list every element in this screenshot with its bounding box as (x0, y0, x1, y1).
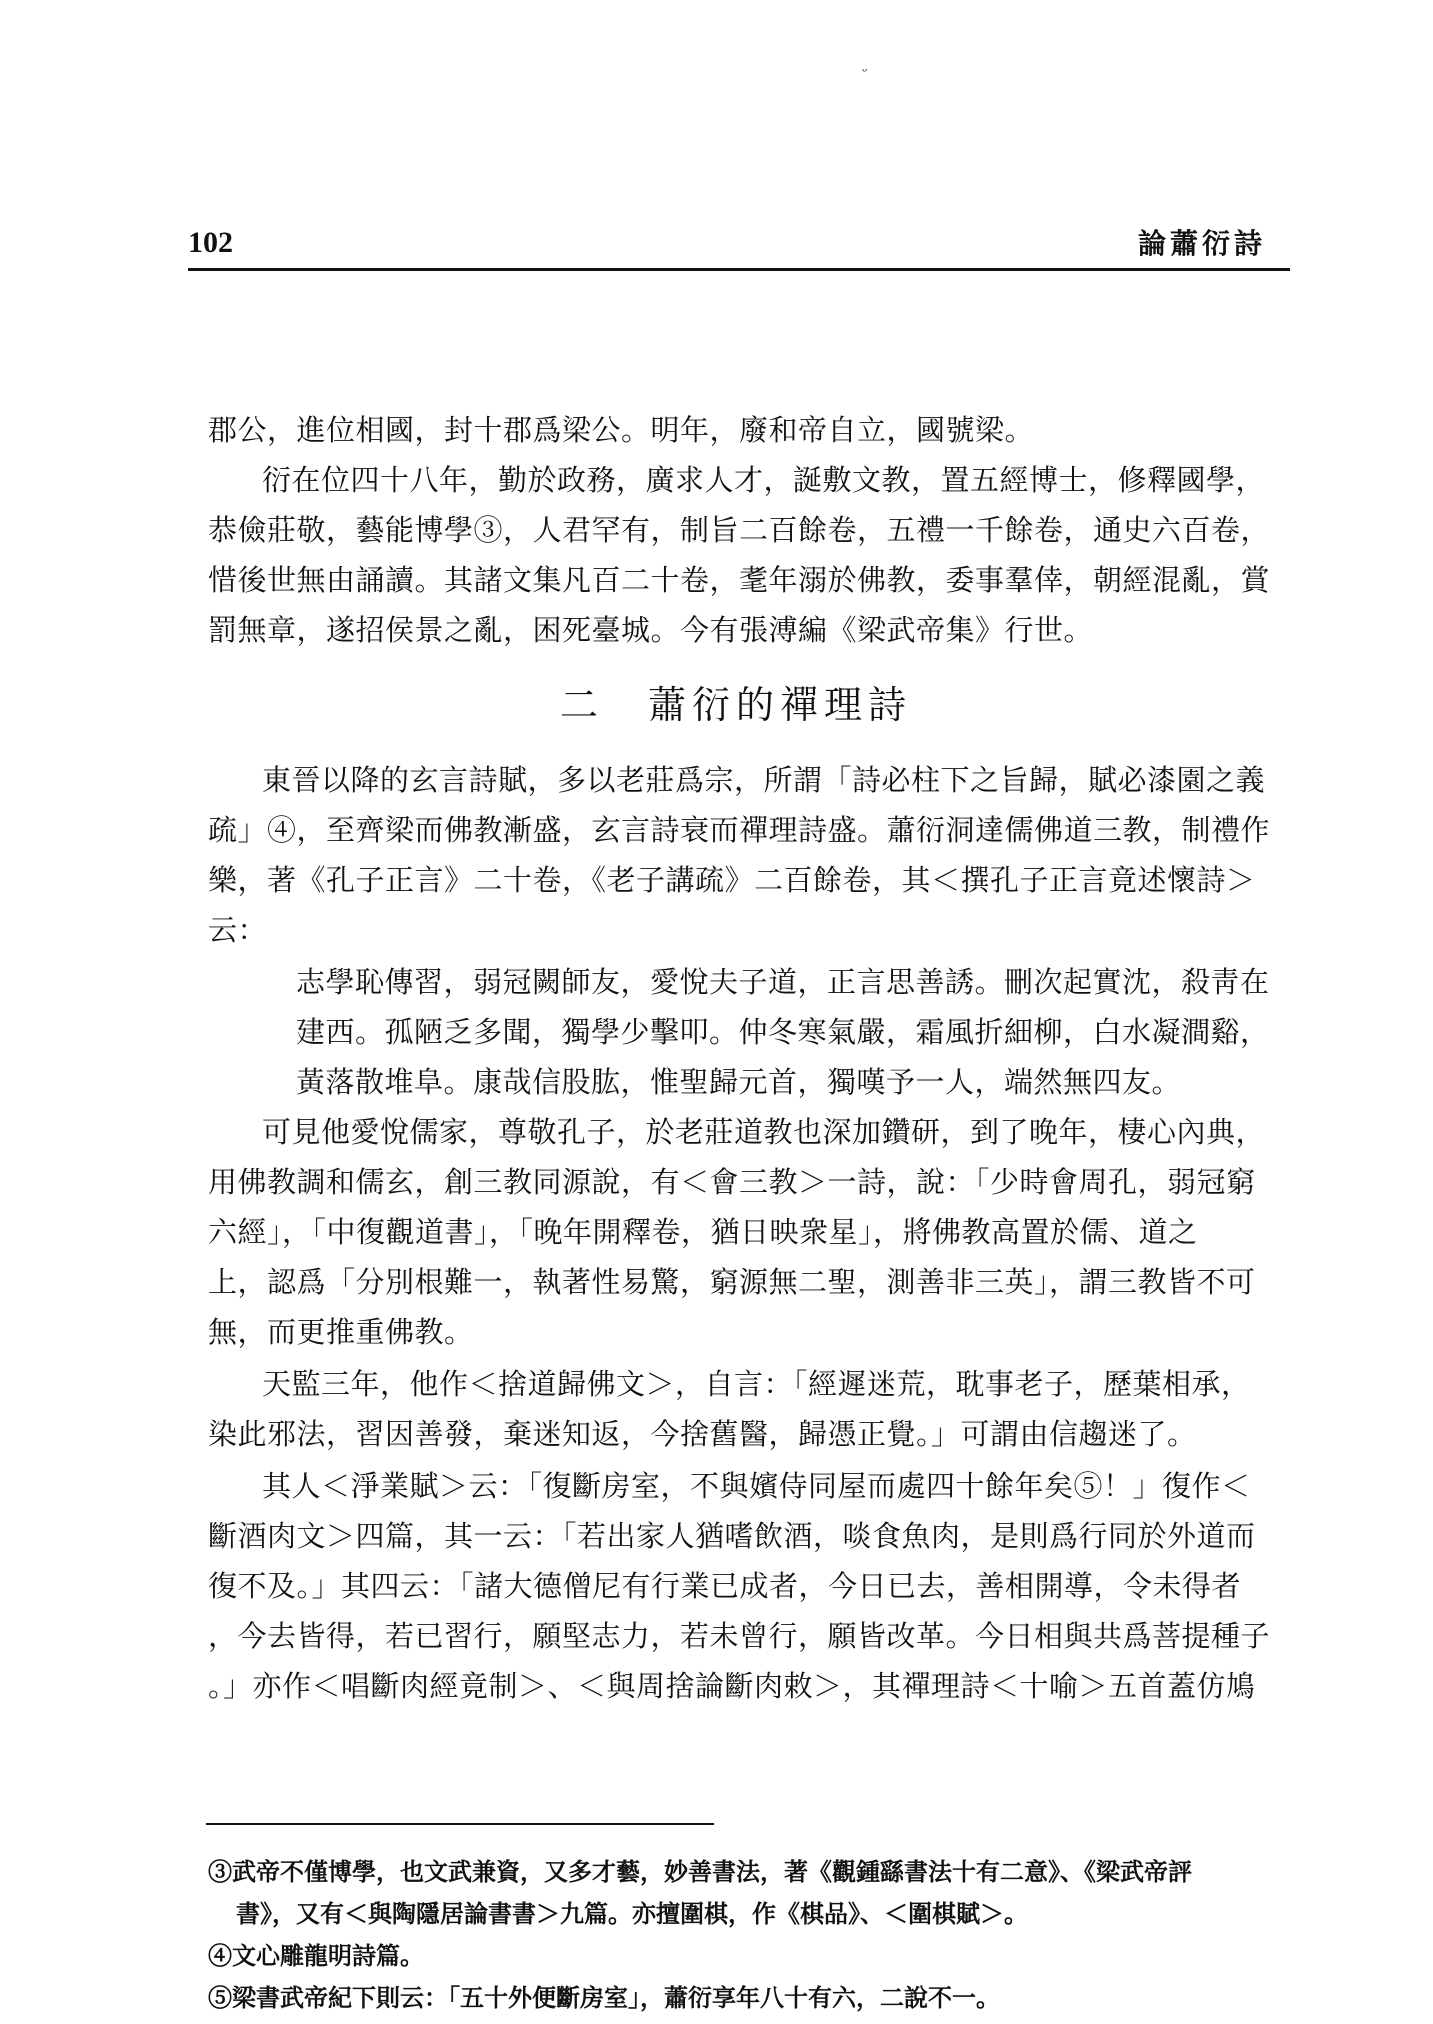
body-line: 其人＜淨業賦＞云：「復斷房室，不與嬪侍同屋而處四十餘年矣⑤！」復作＜ (262, 1469, 1251, 1503)
body-line: 天監三年，他作＜捨道歸佛文＞，自言：「經遲迷荒，耽事老子，歷葉相承， (262, 1367, 1251, 1401)
body-line: 上，認爲「分別根難一，執著性易驚，窮源無二聖，測善非三英」，謂三教皆不可 (208, 1265, 1256, 1299)
body-line: ，今去皆得，若已習行，願堅志力，若未曾行，願皆改革。今日相與共爲菩提種子 (208, 1619, 1271, 1653)
body-line: 疏」④，至齊梁而佛教漸盛，玄言詩衰而禪理詩盛。蕭衍洞達儒佛道三教，制禮作 (208, 813, 1271, 847)
body-line: 恭儉莊敬，藝能博學③，人君罕有，制旨二百餘卷，五禮一千餘卷，通史六百卷， (208, 513, 1271, 547)
body-line: 用佛教調和儒玄，創三教同源說，有＜會三教＞一詩，說：「少時會周孔，弱冠窮 (208, 1165, 1256, 1199)
poem-line: 建西。孤陋乏多聞，獨學少擊叩。仲冬寒氣嚴，霜風折細柳，白水凝澗谿， (296, 1015, 1270, 1049)
section-heading: 二 蕭衍的禪理詩 (560, 683, 913, 727)
body-line: 復不及。」其四云：「諸大德僧尼有行業已成者，今日已去，善相開導，令未得者 (208, 1569, 1242, 1603)
footnote: ⑤梁書武帝紀下則云：「五十外便斷房室」，蕭衍享年八十有六，二說不一。 (208, 1983, 1000, 2012)
body-line: 惜後世無由誦讀。其諸文集凡百二十卷，耄年溺於佛教，委事羣倖，朝經混亂，賞 (208, 563, 1271, 597)
body-line: 斷酒肉文＞四篇，其一云：「若出家人猶嗜飲酒，啖食魚肉，是則爲行同於外道而 (208, 1519, 1256, 1553)
scan-speck: ᵕ (862, 64, 868, 80)
footnote: ③武帝不僅博學，也文武兼資，又多才藝，妙善書法，著《觀鍾繇書法十有二意》、《梁武帝評 (208, 1857, 1192, 1886)
body-line: 東晉以降的玄言詩賦，多以老莊爲宗，所謂「詩必柱下之旨歸，賦必漆園之義 (262, 763, 1266, 797)
body-line: 無，而更推重佛教。 (208, 1315, 474, 1349)
footnote: ④文心雕龍明詩篇。 (208, 1941, 424, 1970)
footnote-rule (206, 1823, 714, 1825)
body-line: 六經」，「中復觀道書」，「晚年開釋卷，猶日映衆星」，將佛教高置於儒、道之 (208, 1215, 1198, 1249)
body-line: 。」亦作＜唱斷肉經竟制＞、＜與周捨論斷肉敕＞，其禪理詩＜十喻＞五首蓋仿鳩 (208, 1669, 1256, 1703)
body-line: 染此邪法，習因善發，棄迷知返，今捨舊醫，歸憑正覺。」可謂由信趨迷了。 (208, 1417, 1197, 1451)
header-rule (188, 268, 1290, 271)
body-line: 衍在位四十八年，勤於政務，廣求人才，誕敷文教，置五經博士，修釋國學， (262, 463, 1266, 497)
page-number: 102 (188, 226, 233, 259)
body-line: 云： (208, 913, 268, 947)
poem-line: 志學恥傳習，弱冠闕師友，愛悅夫子道，正言思善誘。刪次起實沈，殺靑在 (296, 965, 1270, 999)
running-title: 論蕭衍詩 (1138, 227, 1267, 260)
footnote-continuation: 書》，又有＜與陶隱居論書書＞九篇。亦擅圍棋，作《棋品》、＜圍棋賦＞。 (236, 1899, 1028, 1928)
body-line: 罰無章，遂招侯景之亂，困死臺城。今有張溥編《梁武帝集》行世。 (208, 613, 1094, 647)
poem-line: 黃落散堆阜。康哉信股肱，惟聖歸元首，獨嘆予一人，端然無四友。 (296, 1065, 1182, 1099)
body-line: 樂，著《孔子正言》二十卷，《老子講疏》二百餘卷，其＜撰孔子正言竟述懷詩＞ (208, 863, 1256, 897)
body-line: 可見他愛悅儒家，尊敬孔子，於老莊道教也深加鑽研，到了晚年，棲心內典， (262, 1115, 1266, 1149)
body-line: 郡公，進位相國，封十郡爲梁公。明年，廢和帝自立，國號梁。 (208, 413, 1035, 447)
